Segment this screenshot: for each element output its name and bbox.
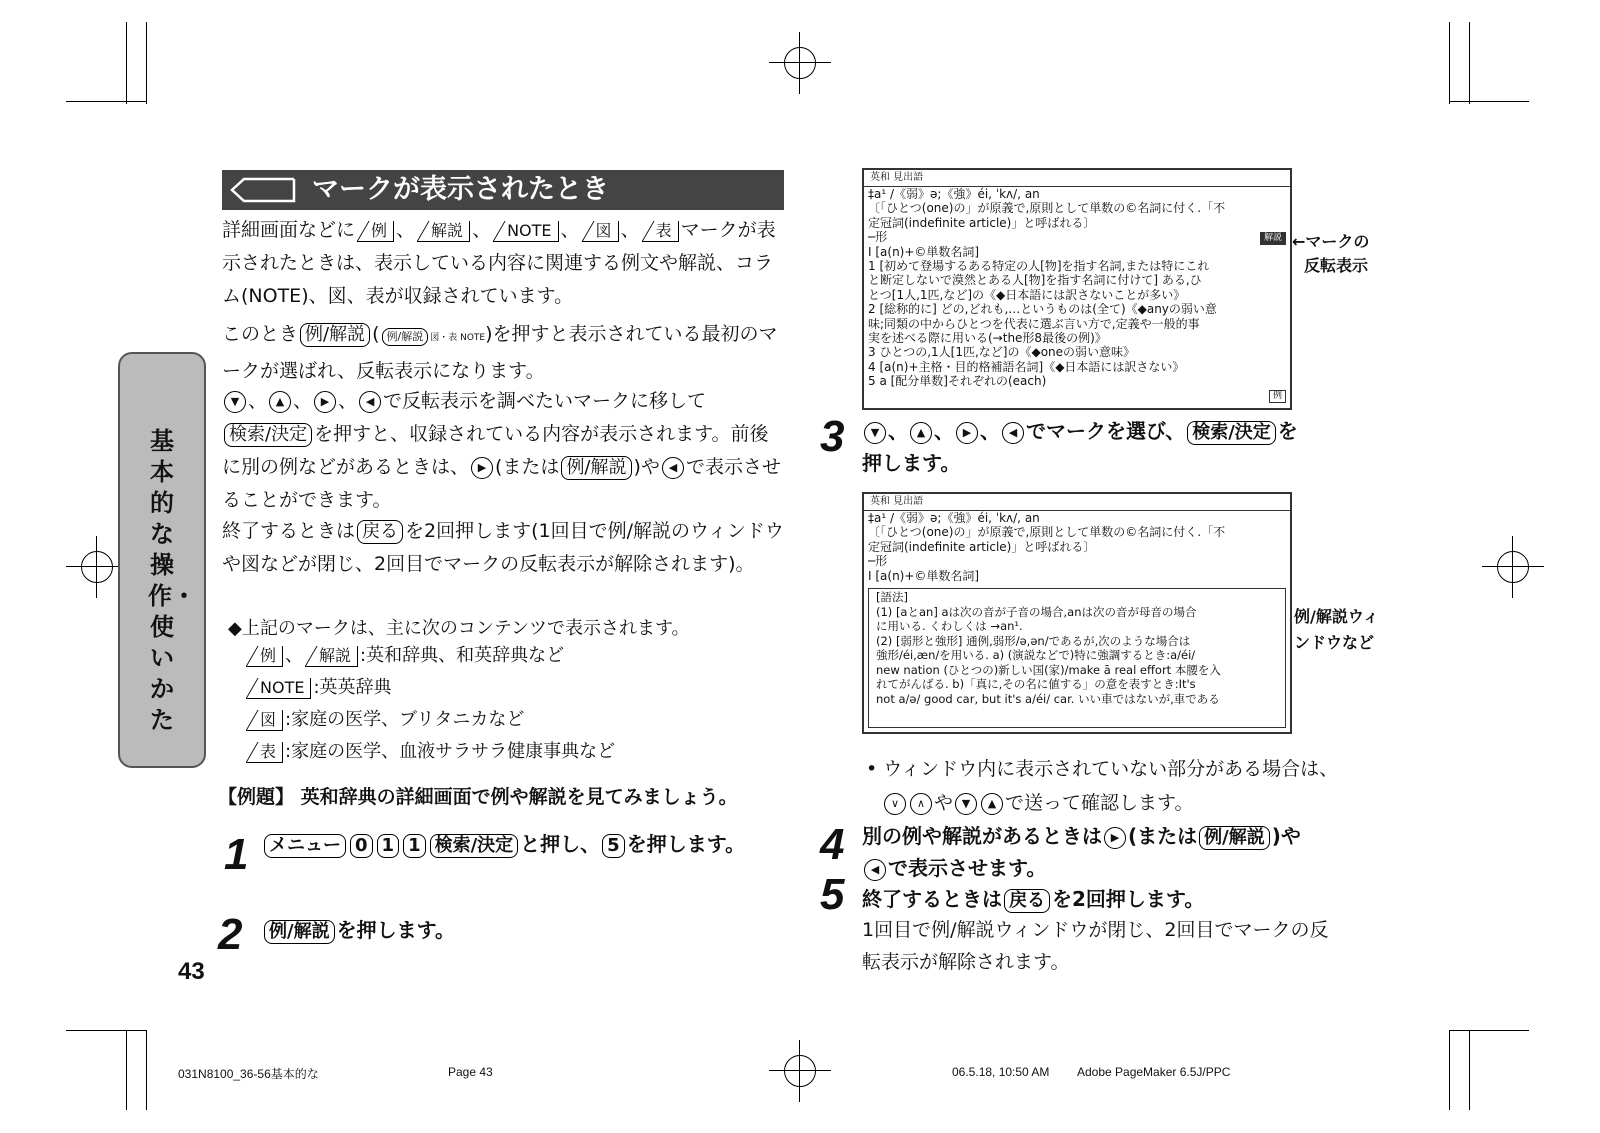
crop-mark [1469,1030,1470,1110]
tag-note: NOTE [246,678,311,699]
list-item [244,704,615,736]
key-5: 5 [602,834,625,858]
screen-line: ─形 [868,230,888,245]
callout-2 [1294,604,1379,656]
screen-line: 〔「ひとつ(one)の」が原義で,原則として単数の©名詞に付く.「不 [868,201,1226,216]
tag-zu: 図 [582,221,619,242]
step-5-detail [862,914,1328,978]
window-line: new nation (ひとつの)新しい国(家)/make ā real effort 本腰を入 [876,662,1221,677]
example-title: 【例題】 英和辞典の詳細画面で例や解説を見てみましょう。 [218,786,738,808]
screen-line: ‡a¹ /《弱》ə;《強》éi, ˈkʌ/, an [868,187,1040,201]
screen-line: と断定しないで漠然とある人[物]を指す名詞に付けて] ある,ひ [868,273,1202,288]
step-1 [262,828,772,860]
tag-note: NOTE [493,221,558,242]
tag-rei: 例 [246,646,283,667]
intro-paragraph: 詳細画面などに 例 、 解説 、 NOTE 、 図 、 表 マークが表示されたときは、表示している内容に関連する例文や解説、コラム(NOTE)、図、表が収録されています。 [222,219,776,307]
left-arrow-key-icon: ◀ [359,391,381,413]
window-line: に用いる. くわしくは →an¹. [876,619,1023,633]
mark-icon [230,177,296,203]
key-rei-kaisetsu: 例/解説 [300,323,370,347]
text: でマークを選び、 [1026,419,1186,443]
text: で表示させます。 [888,856,1047,880]
key-kensaku: 検索/決定 [224,423,312,447]
screen-line: ─形 [868,554,888,569]
screen-line: Ⅰ [a(n)+©単数名詞] [868,568,980,583]
tag-hyo: 表 [642,221,679,242]
rei-mark: 例 [1269,390,1286,403]
callout-1 [1292,230,1369,278]
key-menu: メニュー [264,834,346,858]
text: 終了するときは [222,520,356,542]
note-text: で送って確認します。 [1005,792,1194,814]
list-label: :英和辞典、和英辞典など [360,645,565,666]
key-1: 1 [377,834,400,858]
bullet-line: ◆上記のマークは、主に次のコンテンツで表示されます。 [228,618,690,639]
registration-mark [769,1040,831,1102]
chapter-tab [118,352,206,768]
text: 1回目で例/解説ウィンドウが閉じ、2回目でマークの反 [862,919,1329,941]
text: 終了するときは [862,887,1002,911]
text: と押し、 [520,832,601,856]
footer-page: Page 43 [448,1065,493,1079]
right-arrow-key-icon: ▶ [471,457,493,479]
list-label: :家庭の医学、ブリタニカなど [285,709,525,730]
tag-zu: 図 [246,710,283,731]
screen-line: 実を述べる際に用いる(→the形8最後の例)》 [868,331,1107,346]
page-number: 43 [178,958,205,985]
registration-mark [1482,536,1544,598]
text: このとき [222,323,299,345]
screen-line: 味;同類の中からひとつを代表に選ぶ言い方で,定義や一般的事 [868,316,1200,331]
kaisetsu-mark-inverted: 解説 [1260,232,1286,245]
down-arrow-key-icon: ▼ [864,422,886,444]
right-arrow-key-icon: ▶ [956,422,978,444]
window-line: 強形/éi,æn/を用いる. a) (演説などで)特に強調するとき:a/éi/ [876,648,1196,662]
key-1: 1 [403,834,426,858]
up-arrow-key-icon: ▲ [269,391,291,413]
left-arrow-key-icon: ◀ [864,859,886,881]
window-line: not a/ə/ good car, but it's a/éi/ car. いい車ではないが,車である [876,691,1220,706]
step-number: 2 [218,910,243,959]
key-rei-kaisetsu: 例/解説 [1199,826,1270,850]
key-kensaku: 検索/決定 [430,834,519,858]
crop-mark [1449,1030,1529,1031]
key-modoru: 戻る [1004,889,1050,913]
crop-mark [1469,22,1470,104]
scroll-down-key-icon: ∨ [884,793,906,815]
registration-mark [769,32,831,94]
paragraph-4 [222,515,787,581]
list-item: 例 、 解説 :英和辞典、和英辞典など [244,640,615,672]
up-arrow-key-icon: ▲ [910,422,932,444]
paragraph-3: ▼ 、 ▲ 、 ▶ 、 ◀ で反転表示を調べたいマークに移して検索/決定 を押すと、収録されている内容が表示されます。前後に別の例などがあるときは、 ▶ (または 例/解説 )や ◀ で表示させることができます。 [222,390,781,511]
key-rei-kaisetsu: 例/解説 [561,456,631,480]
section-heading [222,170,784,210]
text: を2回押します。 [1052,887,1205,911]
scroll-up-key-icon: ∧ [910,793,932,815]
step-4 [862,820,1382,884]
screen-line: 定冠詞(indefinite article)」と呼ばれる〕 [868,539,1096,554]
scroll-note [866,752,1386,820]
footer-file: 031N8100_36-56基本的な [178,1067,319,1081]
screen-line: 〔「ひとつ(one)の」が原義で,原則として単数の©名詞に付く.「不 [868,525,1226,540]
tag-kaisetsu: 解説 [305,646,358,667]
text: )や [1271,824,1301,848]
text: を押すと、収録されている内容が表示されます。前後に別の例などがあるときは、 [222,423,769,478]
crop-mark [66,1030,146,1031]
note-text: • ウィンドウ内に表示されていない部分がある場合は、 [866,758,1339,780]
chapter-tab-text: 基本的な操作・使いかた [148,427,196,734]
tag-rei: 例 [357,221,394,242]
screen-line: 4 [a(n)+主格・目的格補語名詞]《◆日本語には訳さない》 [868,359,1185,374]
footer-app: Adobe PageMaker 6.5J/PPC [1077,1065,1231,1079]
text: を押します。 [336,918,455,942]
callout-text: ンドウなど [1294,633,1375,652]
screen-line: ‡a¹ /《弱》ə;《強》éi, ˈkʌ/, an [868,511,1040,525]
screen-line: 定冠詞(indefinite article)」と呼ばれる〕 [868,215,1096,230]
dictionary-screen-1 [862,168,1292,410]
text: を [1277,419,1298,443]
text: マークが表示されたときは、表示している内容に関連する例文や解説、コラム(NOTE)、図、表が収録されています。 [222,219,776,307]
text: を押すと表示されている最初のマークが選ばれ、反転表示になります。 [222,323,778,382]
crop-mark [66,101,146,102]
step-number: 4 [820,820,845,869]
crop-mark [126,1030,127,1110]
heading-text: マークが表示されたとき [312,174,609,205]
text: や [934,792,954,814]
small-note: 図・表 NOTE [430,333,486,343]
list-label: :家庭の医学、血液サラサラ健康事典など [285,741,616,762]
step-2 [262,914,455,946]
text: (または [1128,824,1198,848]
step-number: 3 [820,412,845,461]
key-modoru: 戻る [357,520,403,544]
crop-mark [146,1030,147,1110]
paragraph-2: このとき 例/解説 ( 例/解説 図・表 NOTE)を押すと表示されている最初のマークが選ばれ、反転表示になります。 [222,323,778,382]
text: 別の例や解説があるときは [862,824,1102,848]
crop-mark [1449,1030,1450,1110]
callout-text: 例/解説ウィ [1294,607,1379,626]
window-line: (2) [弱形と強形] 通例,弱形/ə,ən/であるが,次のような場合は [876,633,1191,648]
screen-tabs: 英和 見出語 [864,494,1290,511]
list-item [244,672,615,704]
window-line: れてがんばる. b)「真に,その名に値する」の意を表すとき:It's [876,677,1196,691]
callout-text: 反転表示 [1304,256,1369,275]
text: で反転表示を調べたいマークに移して [383,390,707,412]
footer-date: 06.5.18, 10:50 AM [952,1065,1050,1079]
up-arrow-key-icon: ▲ [981,793,1003,815]
step-number: 1 [224,830,249,879]
crop-mark [1449,101,1529,102]
left-arrow-key-icon: ◀ [1002,422,1024,444]
window-line: [語法] [876,590,908,604]
text: 転表示が解除されます。 [862,951,1070,973]
screen-line: とつ[1人,1匹,など]の《◆日本語には訳さないことが多い》 [868,287,1186,302]
text: )や [633,456,660,478]
left-arrow-key-icon: ◀ [662,457,684,479]
crop-mark [126,22,127,104]
key-0: 0 [350,834,373,858]
window-line: (1) [aとan] aは次の音が子音の場合,anは次の音が母音の場合 [876,604,1197,619]
right-arrow-key-icon: ▶ [314,391,336,413]
text: を2回押します(1回目で例/解説のウィンドウや図などが閉じ、2回目でマークの反転表示が解除されます)。 [222,520,784,575]
key-small: 例/解説 [382,328,429,346]
list-label: :英英辞典 [313,677,392,698]
screen-lines [864,187,1290,389]
down-arrow-key-icon: ▼ [955,793,977,815]
screen-line: 5 a [配分単数]それぞれの(each) [868,374,1047,389]
mark-list [244,640,615,768]
text: 詳細画面などに [222,219,356,241]
key-kensaku: 検索/決定 [1187,421,1276,445]
screen-tabs: 英和 見出語 [864,170,1290,187]
tag-kaisetsu: 解説 [417,221,470,242]
text: を押します。 [626,832,746,856]
right-arrow-key-icon: ▶ [1104,827,1126,849]
step-5 [862,883,1392,915]
explanation-window [868,588,1286,728]
step-number: 5 [820,870,845,919]
list-item [244,736,615,768]
callout-text: ←マークの [1292,232,1370,251]
crop-mark [146,22,147,104]
step-3: ▼ 、 ▲ 、 ▶ 、 ◀ でマークを選び、 検索/決定 を 押します。 [862,419,1298,475]
text: (または [495,456,560,478]
key-rei-kaisetsu: 例/解説 [264,920,335,944]
down-arrow-key-icon: ▼ [224,391,246,413]
screen-line: 1 [初めて登場するある特定の人[物]を指す名詞,または特にこれ [868,259,1210,274]
crop-mark [1449,22,1450,104]
text: 押します。 [862,451,961,475]
screen-line: 2 [総称的に] どの,どれも,…というものは(全て)《◆anyの弱い意 [868,302,1217,317]
screen-line: 3 ひとつの,1人[1匹,など]の《◆oneの弱い意味》 [868,345,1136,360]
screen-line: Ⅰ [a(n)+©単数名詞] [868,244,980,259]
text: で表示させることができます。 [222,456,781,511]
dictionary-screen-2 [862,492,1292,734]
tag-hyo: 表 [246,742,283,763]
